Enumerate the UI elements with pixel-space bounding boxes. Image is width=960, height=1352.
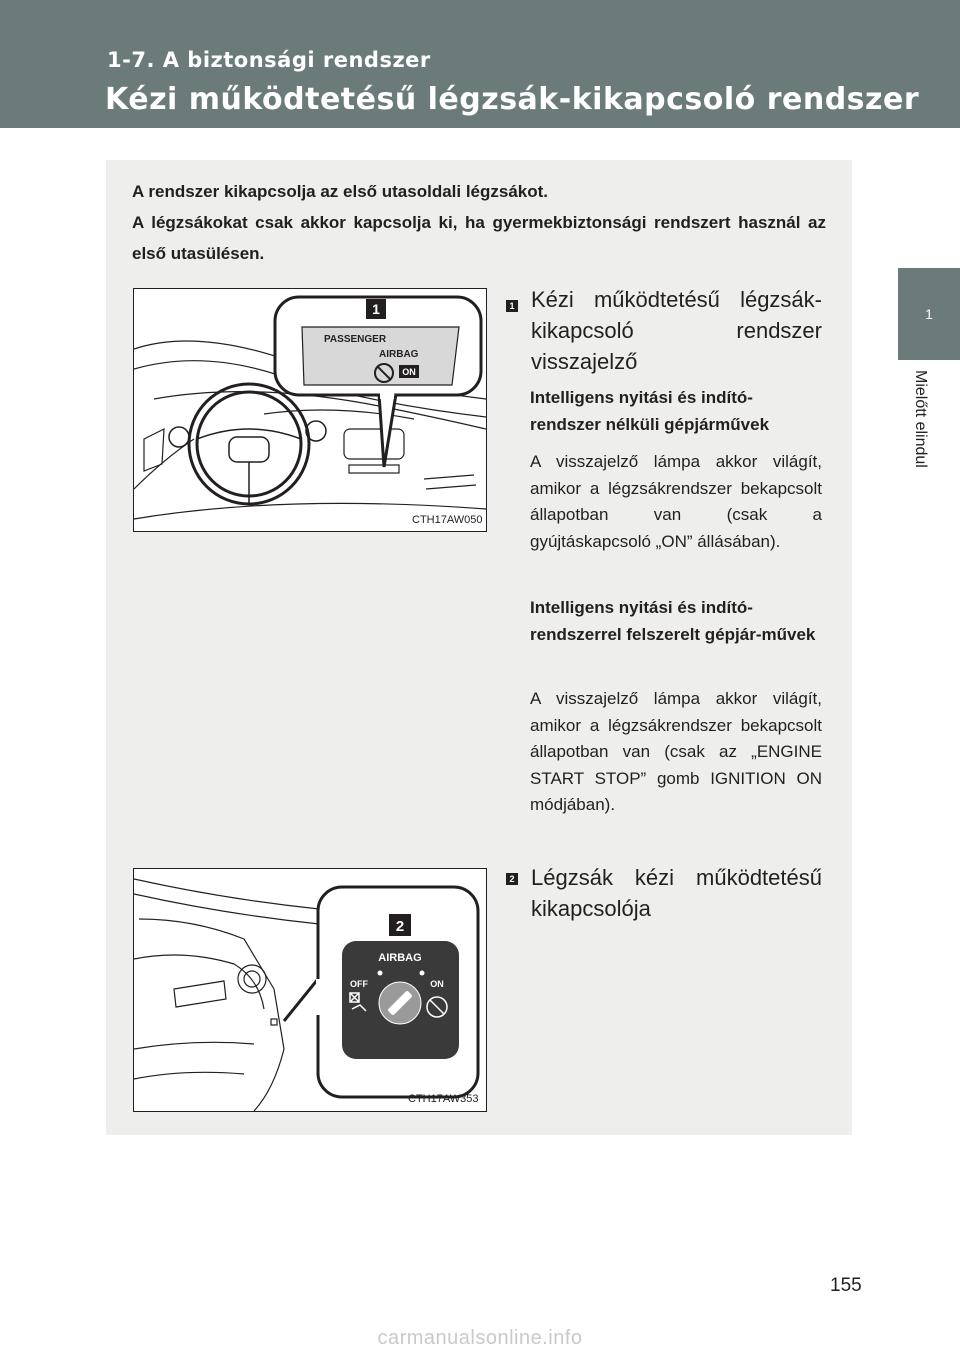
switch-off-label: OFF	[350, 979, 368, 989]
intro-text	[132, 176, 826, 269]
chapter-tab	[898, 268, 960, 360]
item2-title: Légzsák kézi működtetésű kikapcsolója	[531, 865, 822, 921]
item1-sub1-text: A visszajelző lámpa akkor világít, amikor a légzsákrendszer bekapcsolt állapotban van (csak a gyújtáskapcsoló „ON” állásában).	[530, 452, 822, 551]
figure1-callout: 1	[372, 301, 380, 317]
item1-title: Kézi működtetésű légzsák-kikapcsoló rendszer visszajelző	[531, 287, 822, 374]
switch-on-label: ON	[430, 979, 444, 989]
figure1-code: CTH17AW050	[412, 514, 483, 526]
item1-marker: 1	[506, 300, 518, 312]
dashboard-illustration	[133, 288, 487, 532]
section-header	[0, 0, 960, 128]
section-label: 1-7. A biztonsági rendszer	[107, 48, 431, 72]
chapter-label-text: Mielőtt elindul	[912, 370, 929, 468]
figure2-callout: 2	[395, 918, 405, 935]
item2-marker: 2	[506, 873, 518, 885]
figure1-airbag-text: AIRBAG	[379, 349, 419, 360]
page-number: 155	[830, 1275, 862, 1296]
intro-line-2: A légzsákokat csak akkor kapcsolja ki, ha gyermekbiztonsági rendszert használ az első utasülésen.	[132, 213, 826, 263]
chapter-label	[912, 370, 943, 500]
figure1-on-badge: ON	[402, 367, 416, 377]
item1-sub2-text: A visszajelző lámpa akkor világít, amikor a légzsákrendszer bekapcsolt állapotban van (csak az „ENGINE START STOP” gomb IGNITION ON módjában).	[530, 689, 822, 814]
chapter-number: 1	[925, 306, 933, 322]
page-title: Kézi működtetésű légzsák-kikapcsoló rendszer	[105, 82, 920, 117]
switch-airbag-label: AIRBAG	[378, 952, 422, 964]
figure2-code: CTH17AW353	[408, 1093, 479, 1105]
item1-sub2-heading: Intelligens nyitási és indító-rendszerrel felszerelt gépjár-művek	[530, 598, 816, 644]
footer-watermark: carmanualsonline.info	[377, 1327, 583, 1349]
intro-line-1: A rendszer kikapcsolja az első utasoldali légzsákot.	[132, 182, 549, 201]
item1-sub1-heading: Intelligens nyitási és indító-rendszer nélküli gépjárművek	[530, 388, 770, 434]
switch-illustration	[133, 868, 487, 1112]
figure1-passenger-text: PASSENGER	[324, 334, 387, 345]
